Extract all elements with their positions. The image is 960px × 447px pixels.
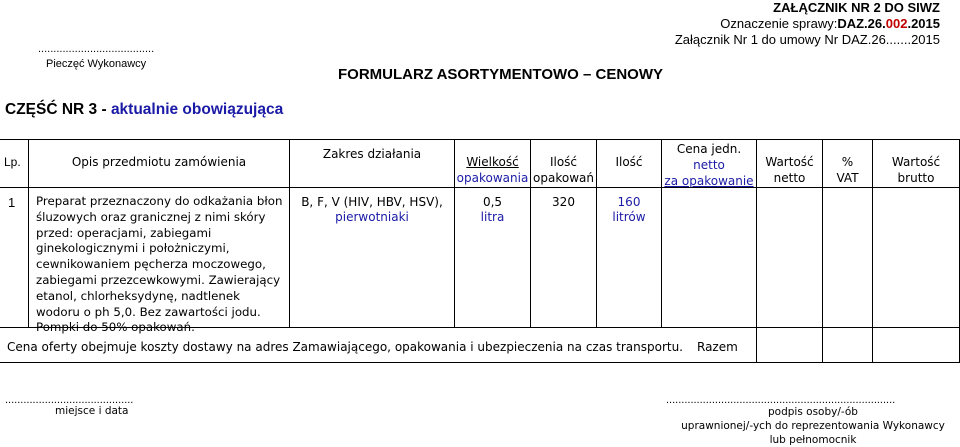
attachment-title: ZAŁĄCZNIK NR 2 DO SIWZ [773,0,940,15]
col-divider [289,139,290,327]
stamp-label: Pieczęć Wykonawcy [45,58,147,70]
row-package-size: 0,5 litra [480,195,505,224]
row-package-count: 320 [552,195,575,209]
col-header-net-value: Wartość netto [765,155,814,185]
col-header-lp: Lp. [4,155,21,169]
signature-block: podpis osoby/-ób uprawnionej/-ych do reprezentowania Wykonawcy lub pełnomocnik [681,406,945,446]
table-bottom-border [0,362,960,363]
row-description: Preparat przeznaczony do odkażania błon śluzowych oraz granicznej z nimi skóry przed: operacjami, zabiegami ginekologicznymi i położniczymi, cewnikowaniem pęcherza moczowego, zabiegami przezcewkowymi. Zawierający etanol, chlorheksydynę, nadtlenek wodoru o ph 5,0. Bez zawartości jodu. Pompki do 50% opakowań. [36,194,283,335]
contract-reference: Załącznik Nr 1 do umowy Nr DAZ.26.......2015 [674,32,940,47]
row-scope: B, F, V (HIV, HBV, HSV), pierwotniaki [301,195,443,224]
price-summary-note: Cena oferty obejmuje koszty dostawy na adres Zamawiającego, opakowania i ubezpieczenia na czas transportu. [7,340,683,354]
form-title: FORMULARZ ASORTYMENTOWO – CENOWY [338,66,663,83]
col-header-unit-price: Cena jedn. netto za opakowanie [664,142,754,188]
row-lp: 1 [8,195,16,210]
col-header-scope: Zakres działania [322,147,422,161]
col-header-package-size: Wielkość opakowania [456,155,529,185]
total-label: Razem [697,340,738,354]
contractor-stamp [38,42,154,72]
part-title: CZĘŚĆ NR 3 - aktualnie obowiązująca [5,101,284,118]
signature-dots: ........................................................................... [666,394,896,406]
place-date-dots: .......................................... [5,394,134,406]
col-header-package-count: Ilość opakowań [533,155,594,185]
case-designation: Oznaczenie sprawy:DAZ.26.002.2015 [720,16,940,31]
col-header-quantity: Ilość [615,155,643,169]
place-date-label: miejsce i data [55,405,129,417]
col-header-gross-value: Wartość brutto [891,155,941,185]
document-header [675,0,940,48]
header-bottom-border [0,187,960,188]
stamp-dots: ...................................... [38,43,155,55]
col-header-description: Opis przedmiotu zamówienia [71,155,247,169]
row-quantity: 160 litrów [612,195,646,224]
col-header-vat: % VAT [836,155,859,185]
table-top-border [0,139,960,140]
